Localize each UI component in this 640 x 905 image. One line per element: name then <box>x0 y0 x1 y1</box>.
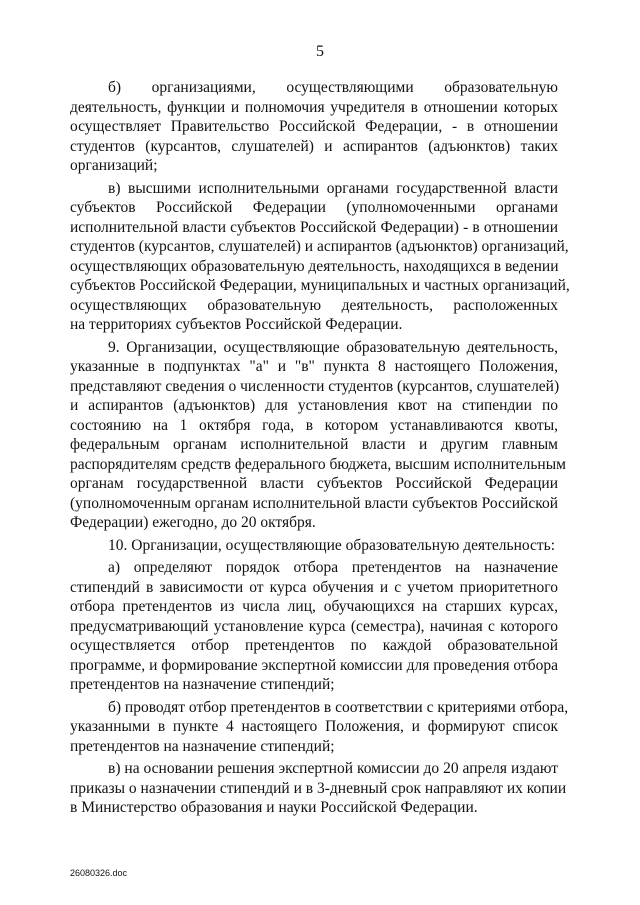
paragraph <box>70 179 570 335</box>
document-body <box>70 78 570 821</box>
text-line: 10. Организации, осуществляющие образовательную деятельность: <box>108 536 556 554</box>
text-line: стипендий в зависимости от курса обучения и с учетом приоритетного <box>70 578 558 596</box>
text-line: б) организациями, осуществляющими образовательную <box>108 79 558 96</box>
text-line: б) проводят отбор претендентов в соответствии с критериями отбора, <box>108 698 569 716</box>
paragraph <box>70 338 566 533</box>
text-line: студентов (курсантов, слушателей) и аспирантов (адъюнктов) таких <box>70 137 558 155</box>
page-number: 5 <box>316 43 324 60</box>
text-line: осуществляющих образовательную деятельность, расположенных <box>70 296 558 314</box>
text-line: предусматривающий установление курса (семестра), начиная с которого <box>70 617 558 635</box>
text-line: указанными в пункте 4 настоящего Положения, и формируют список <box>70 718 558 735</box>
text-line: органам государственной власти субъектов Российской Федерации <box>70 475 558 492</box>
paragraph <box>70 759 567 818</box>
text-line: распорядителям средств федерального бюджета, высшим исполнительным <box>70 455 566 473</box>
text-line: в) на основании решения экспертной комиссии до 20 апреля издают <box>108 760 558 777</box>
text-line: указанные в подпунктах "а" и "в" пункта 8 настоящего Положения, <box>70 358 558 375</box>
text-line: представляют сведения о численности студентов (курсантов, слушателей) <box>70 377 560 395</box>
text-line: исполнительной власти субъектов Российской Федерации) - в отношении <box>70 218 558 236</box>
text-line: состоянию на 1 октября года, в котором устанавливаются квоты, <box>70 416 558 434</box>
text-line: приказы о назначении стипендий и в 3-дневный срок направляют их копии <box>70 779 567 797</box>
text-line: осуществляет Правительство Российской Федерации, - в отношении <box>70 118 558 135</box>
text-line: осуществляется отбор претендентов по каждой образовательной <box>70 637 558 654</box>
paragraph <box>70 536 558 556</box>
text-line: осуществляющих образовательную деятельность, находящихся в ведении <box>70 257 559 275</box>
text-line: организаций; <box>70 157 158 174</box>
text-line: на территориях субъектов Российской Федерации. <box>70 316 403 333</box>
text-line: студентов (курсантов, слушателей) и аспирантов (адъюнктов) организаций, <box>70 238 569 255</box>
text-line: претендентов на назначение стипендий; <box>70 737 335 755</box>
text-line: а) определяют порядок отбора претендентов на назначение <box>108 559 558 576</box>
text-line: претендентов на назначение стипендий; <box>70 676 335 693</box>
text-line: субъектов Российской Федерации (уполномоченными органами <box>70 199 558 216</box>
text-line: и аспирантов (адъюнктов) для установления квот на стипендии по <box>70 397 558 414</box>
paragraph <box>70 558 558 695</box>
text-line: в Министерство образования и науки Российской Федерации. <box>70 799 478 816</box>
text-line: в) высшими исполнительными органами государственной власти <box>108 179 558 197</box>
paragraph <box>70 698 569 757</box>
text-line: субъектов Российской Федерации, муниципальных и частных организаций, <box>70 277 570 294</box>
paragraph <box>70 78 558 176</box>
text-line: (уполномоченным органам исполнительной власти субъектов Российской <box>70 494 558 512</box>
text-line: отбора претендентов из числа лиц, обучающихся на старших курсах, <box>70 598 558 615</box>
text-line: деятельность, функции и полномочия учредителя в отношении которых <box>70 98 558 116</box>
footer-filename: 26080326.doc <box>70 868 128 878</box>
text-line: Федерации) ежегодно, до 20 октября. <box>70 514 316 531</box>
text-line: программе, и формирование экспертной комиссии для проведения отбора <box>70 656 558 674</box>
text-line: федеральным органам исполнительной власти и другим главным <box>70 436 558 453</box>
text-line: 9. Организации, осуществляющие образовательную деятельность, <box>108 338 558 356</box>
